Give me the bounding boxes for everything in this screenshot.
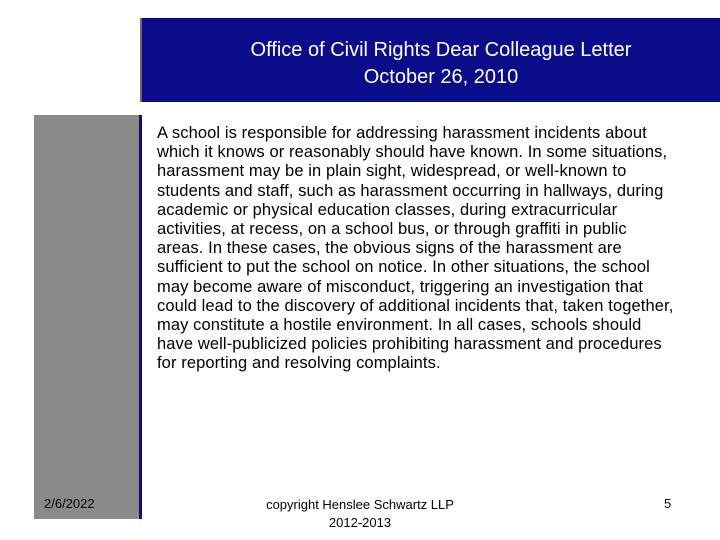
title-banner bbox=[140, 18, 720, 102]
slide-title-line2: October 26, 2010 bbox=[363, 66, 519, 88]
footer-date: 2/6/2022 bbox=[44, 496, 95, 511]
slide-title bbox=[142, 37, 720, 91]
footer-copyright-line2: 2012-2013 bbox=[328, 515, 392, 530]
left-accent-bar bbox=[34, 115, 142, 519]
slide-body-text: A school is responsible for addressing harassment incidents about which it knows or reasonably should have known. In some situations, harassment may be in plain sight, widespread, or well-known to students and staff, such as harassment occurring in hallways, during academic or physical education classes, during extracurricular activities, at recess, on a school bus, or through graffiti in public areas. In these cases, the obvious signs of the harassment are sufficient to put the school on notice. In other situations, the school may become aware of misconduct, triggering an investigation that could lead to the discovery of additional incidents that, taken together, may constitute a hostile environment. In all cases, schools should have well-publicized policies prohibiting harassment and procedures for reporting and resolving complaints. bbox=[157, 124, 674, 373]
slide-title-line1: Office of Civil Rights Dear Colleague Letter bbox=[250, 39, 632, 61]
page-number: 5 bbox=[664, 496, 672, 511]
footer-copyright bbox=[240, 496, 480, 532]
footer-copyright-line1: copyright Henslee Schwartz LLP bbox=[266, 497, 454, 512]
